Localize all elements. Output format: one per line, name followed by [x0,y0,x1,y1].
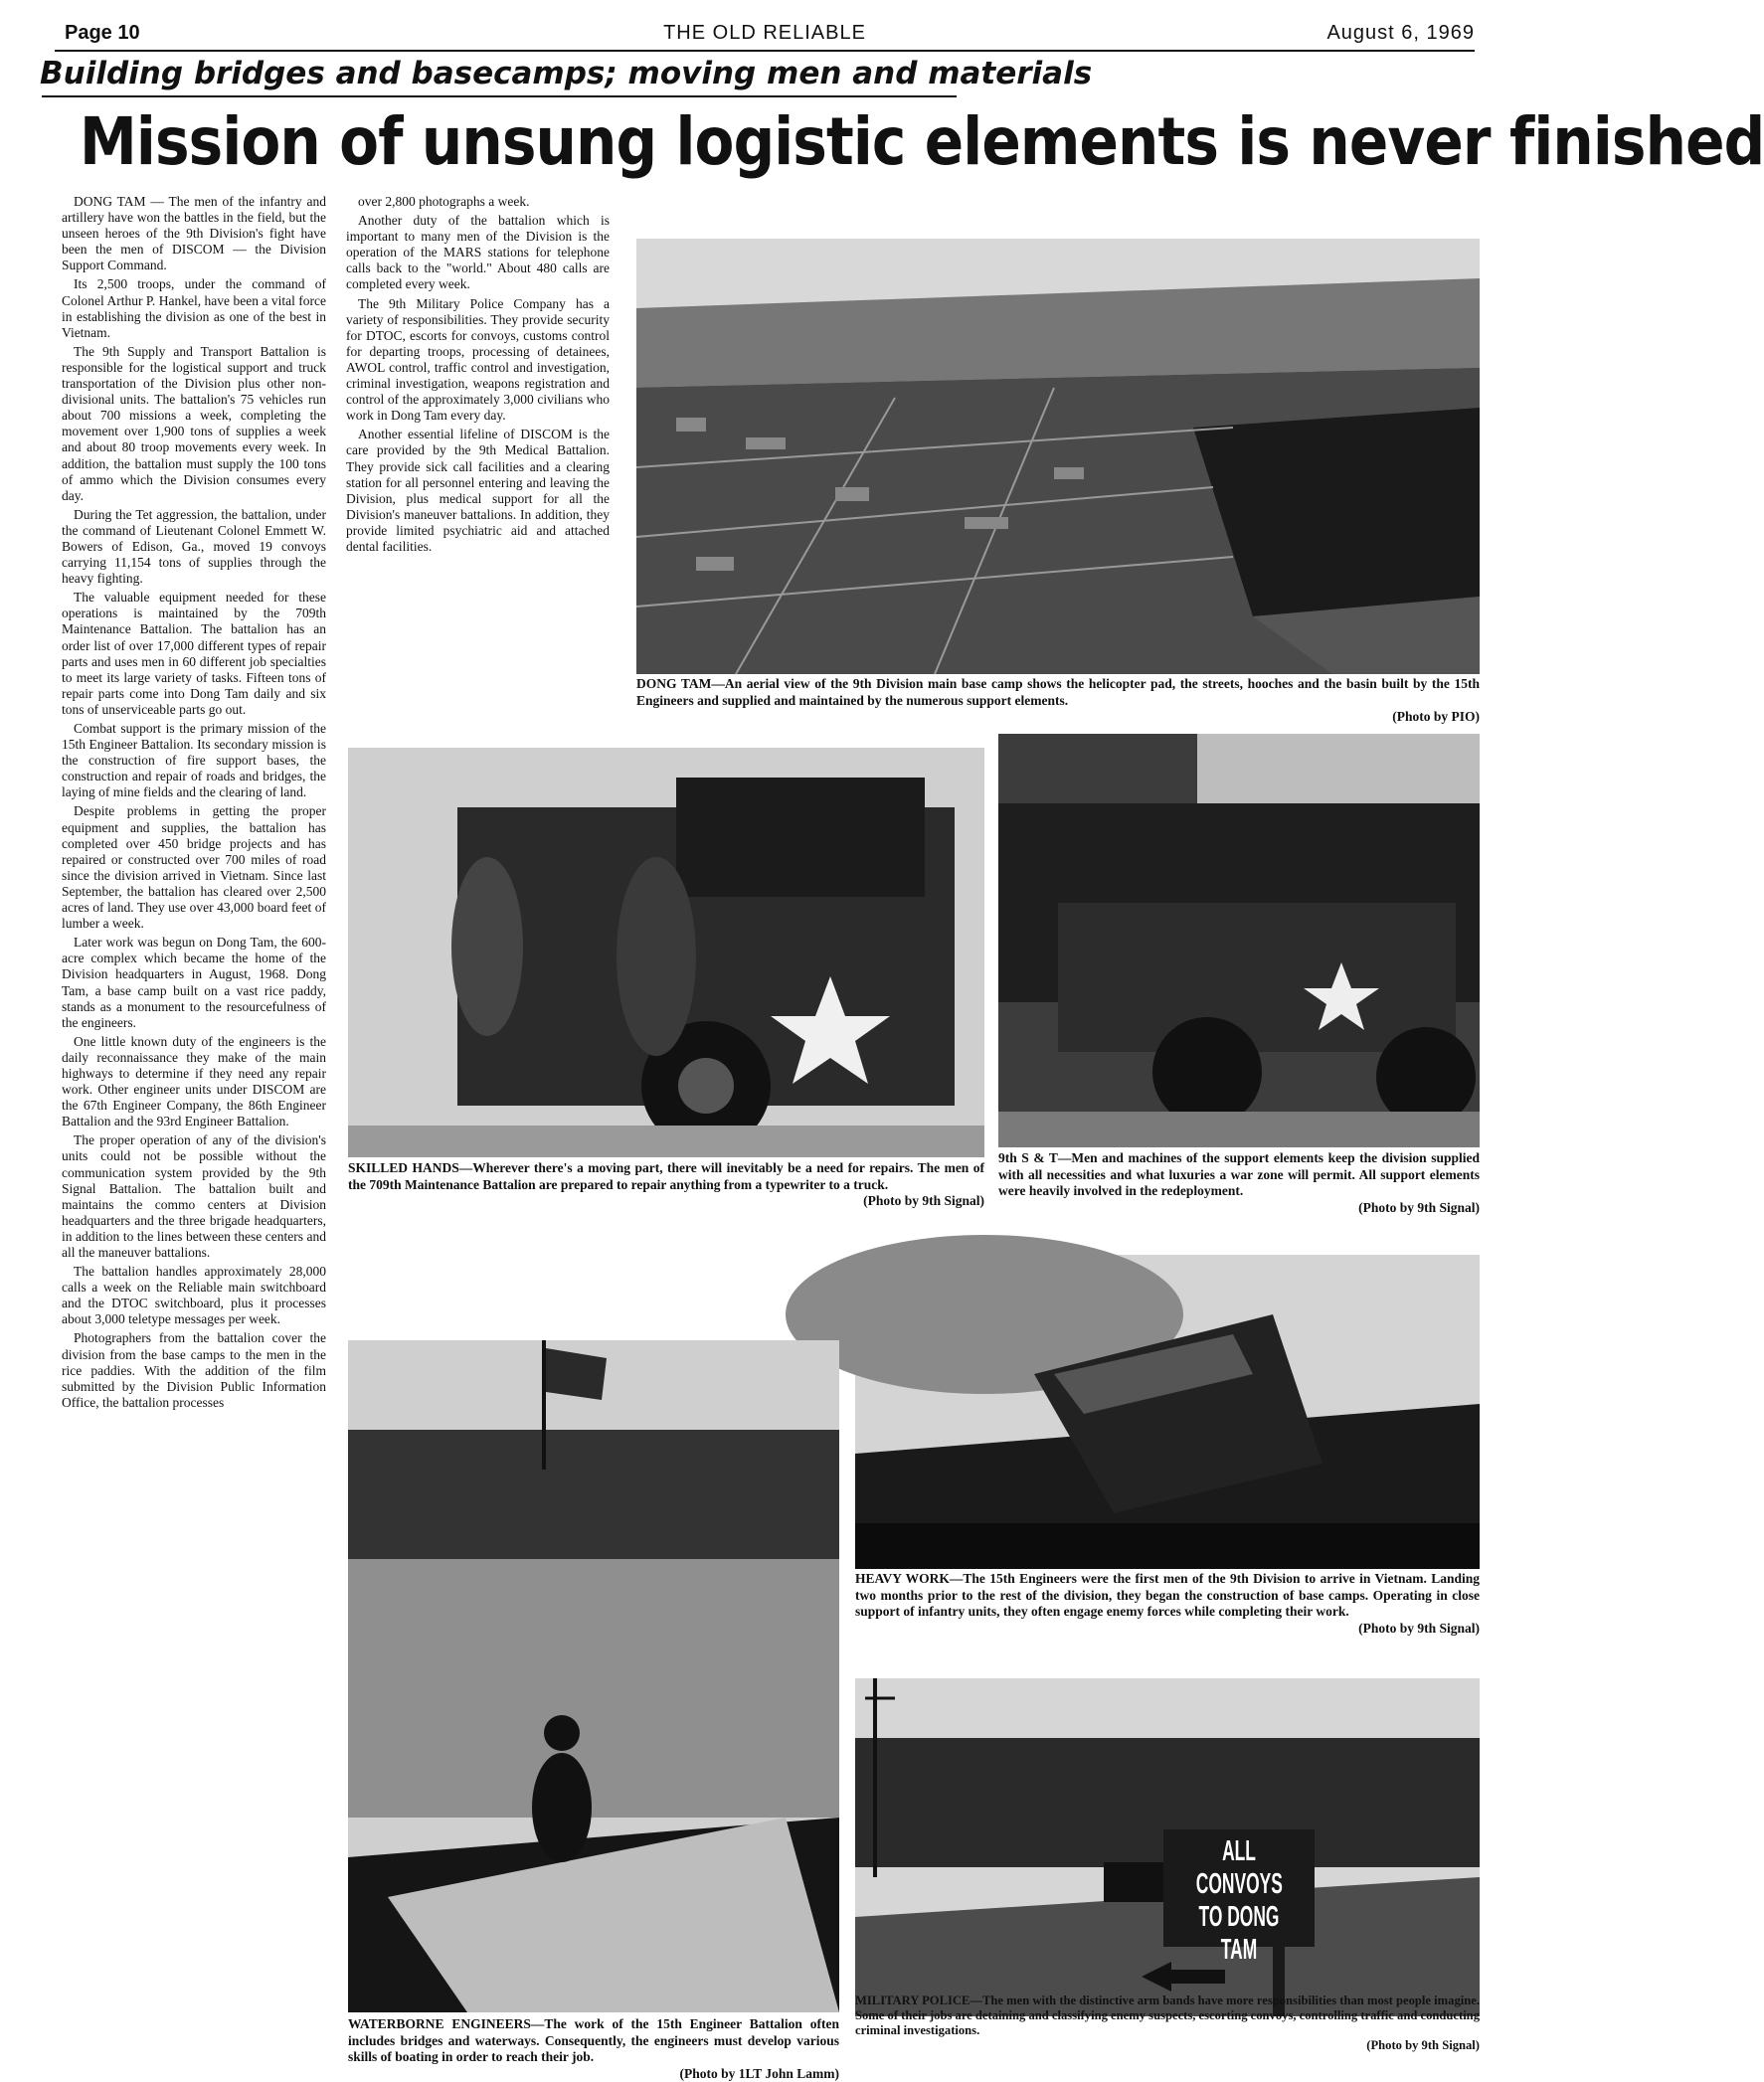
paragraph: Combat support is the primary mission of the 15th Engineer Battalion. Its secondary mission is the construction of fire support bases, the construction and repair of roads and bridges, the laying of mine fields and the clearing of land. [62,721,326,800]
sign-line: ALL CONVOYS [1196,1835,1282,1901]
photo-credit: (Photo by PIO) [636,709,1480,726]
waterborne-caption [348,2016,839,2082]
photo-credit: (Photo by 9th Signal) [855,1621,1480,1638]
paragraph: Its 2,500 troops, under the command of Colonel Arthur P. Hankel, have been a vital force in establishing the division as one of the best in Vietnam. [62,276,326,340]
newspaper-name: THE OLD RELIABLE [55,22,1475,45]
paragraph: The battalion handles approximately 28,000 calls a week on the Reliable main switchboard and the DTOC switchboard, plus it processes about 3,000 teletype messages per week. [62,1264,326,1327]
page-number: Page 10 [65,22,140,45]
paragraph: The proper operation of any of the division's units could not be possible without the communication system provided by the 9th Signal Battalion. The battalion built and maintains the commo centers at Division headquarters and the three brigade headquarters, in addition to the lines between these centers and all the maneuver battalions. [62,1132,326,1261]
caption-text: HEAVY WORK—The 15th Engineers were the first men of the 9th Division to arrive in Vietnam. Landing two months prior to the rest of the division, they began the construction of base camps. Operating in close support of infantry units, they often engage enemy forces while completing their work. [855,1571,1480,1619]
paragraph: Another essential lifeline of DISCOM is the care provided by the 9th Medical Battalion. They provide sick call facilities and a clearing station for all personnel entering and leaving the Division, plus medical support for all the Division's maneuver battalions. In addition, they provide limited psychiatric aid and attached dental facilities. [346,427,610,555]
convoy-sign [1196,1835,1282,1967]
aerial-photo-caption [636,676,1480,726]
heavy-work-photo [855,1255,1480,1569]
paragraph: over 2,800 photographs a week. [346,194,610,210]
waterborne-photo [348,1340,839,2012]
heavy-work-caption [855,1571,1480,1637]
caption-text: WATERBORNE ENGINEERS—The work of the 15th Engineer Battalion often includes bridges and waterways. Consequently, the engineers must develop various skills of boating in order to reach their job. [348,2016,839,2064]
article-column-2 [346,194,610,731]
kicker-rule [42,95,957,97]
page-header [55,14,1475,48]
photo-credit: (Photo by 9th Signal) [855,2038,1480,2053]
paragraph: The 9th Supply and Transport Battalion is responsible for the logistical support and truck transportation of the Division plus other non-divisional units. The battalion's 75 vehicles run about 700 missions a week, completing the movement over 1,900 tons of supplies a week and about 80 troop movements every week. In addition, the battalion must supply the 100 tons of ammo which the Division consumes every day. [62,344,326,504]
header-rule [55,50,1475,52]
military-police-caption [855,1994,1480,2053]
skilled-hands-photo [348,748,984,1157]
paragraph: Later work was begun on Dong Tam, the 600-acre complex which became the home of the Division headquarters in August, 1968. Dong Tam, a base camp built on a vast rice paddy, stands as a monument to the resourcefulness of the engineers. [62,935,326,1031]
paragraph: During the Tet aggression, the battalion, under the command of Lieutenant Colonel Emmett W. Bowers of Edison, Ga., moved 19 convoys carrying 11,154 tons of supplies through the heavy fighting. [62,507,326,587]
photo-credit: (Photo by 9th Signal) [998,1200,1480,1217]
supply-transport-photo [998,734,1480,1147]
paragraph: Another duty of the battalion which is important to many men of the Division is the operation of the MARS stations for telephone calls back to the "world." About 480 calls are completed every week. [346,213,610,292]
supply-transport-caption [998,1150,1480,1216]
paragraph: Photographers from the battalion cover the division from the base camps to the men in the rice paddies. With the addition of the film submitted by the Division Public Information Office, the battalion processes [62,1330,326,1410]
skilled-hands-caption [348,1160,984,1210]
photo-credit: (Photo by 9th Signal) [348,1193,984,1210]
paragraph: The 9th Military Police Company has a variety of responsibilities. They provide security for DTOC, escorts for convoys, customs control for departing troops, processing of detainees, AWOL control, traffic control and investigation, criminal investigation, weapons registration and control of the approximately 3,000 civilians who work in Dong Tam every day. [346,296,610,425]
caption-text: DONG TAM—An aerial view of the 9th Division main base camp shows the helicopter pad, the streets, hooches and the basin built by the 15th Engineers and supplied and maintained by the numerous support elements. [636,676,1480,708]
paragraph: DONG TAM — The men of the infantry and artillery have won the battles in the field, but the unseen heroes of the 9th Division's fight have been the men of DISCOM — the Division Support Command. [62,194,326,273]
main-headline: Mission of unsung logistic elements is never finished [80,103,1217,180]
military-police-photo [855,1678,1480,2016]
paragraph: The valuable equipment needed for these operations is maintained by the 709th Maintenance Battalion. The battalion has an order list of over 17,000 different types of repair parts and uses men in 60 different job specialties to meet its large variety of tasks. Fifteen tons of repair parts come into Dong Tam daily and six tons of unserviceable parts go out. [62,590,326,718]
caption-text: SKILLED HANDS—Wherever there's a moving part, there will inevitably be a need for repairs. The men of the 709th Maintenance Battalion are prepared to repair anything from a typewriter to a truck. [348,1160,984,1192]
article-column-1 [62,194,326,2073]
issue-date: August 6, 1969 [1326,22,1475,45]
caption-text: 9th S & T—Men and machines of the support elements keep the division supplied with all necessities and what luxuries a war zone will permit. All support elements were heavily involved in the redeployment. [998,1150,1480,1198]
caption-text: MILITARY POLICE—The men with the distinctive arm bands have more responsibilities than most people imagine. Some of their jobs are detaining and classifying enemy suspects, escorting convoys, controlling traffic and conducting criminal investigations. [855,1994,1480,2037]
photo-credit: (Photo by 1LT John Lamm) [348,2066,839,2082]
aerial-photo [636,239,1480,674]
paragraph: Despite problems in getting the proper equipment and supplies, the battalion has completed over 450 bridge projects and has repaired or constructed over 700 miles of road since the division arrived in Vietnam. Since last September, the battalion has cleared over 2,500 acres of land. They use over 43,000 board feet of lumber a week. [62,803,326,932]
paragraph: One little known duty of the engineers is the daily reconnaissance they make of the main highways to determine if they need any repair work. Other engineer units under DISCOM are the 67th Engineer Company, the 86th Engineer Battalion and the 93rd Engineer Battalion. [62,1034,326,1130]
kicker-headline: Building bridges and basecamps; moving men and materials [40,56,1092,91]
sign-line: TO DONG TAM [1196,1901,1282,1967]
